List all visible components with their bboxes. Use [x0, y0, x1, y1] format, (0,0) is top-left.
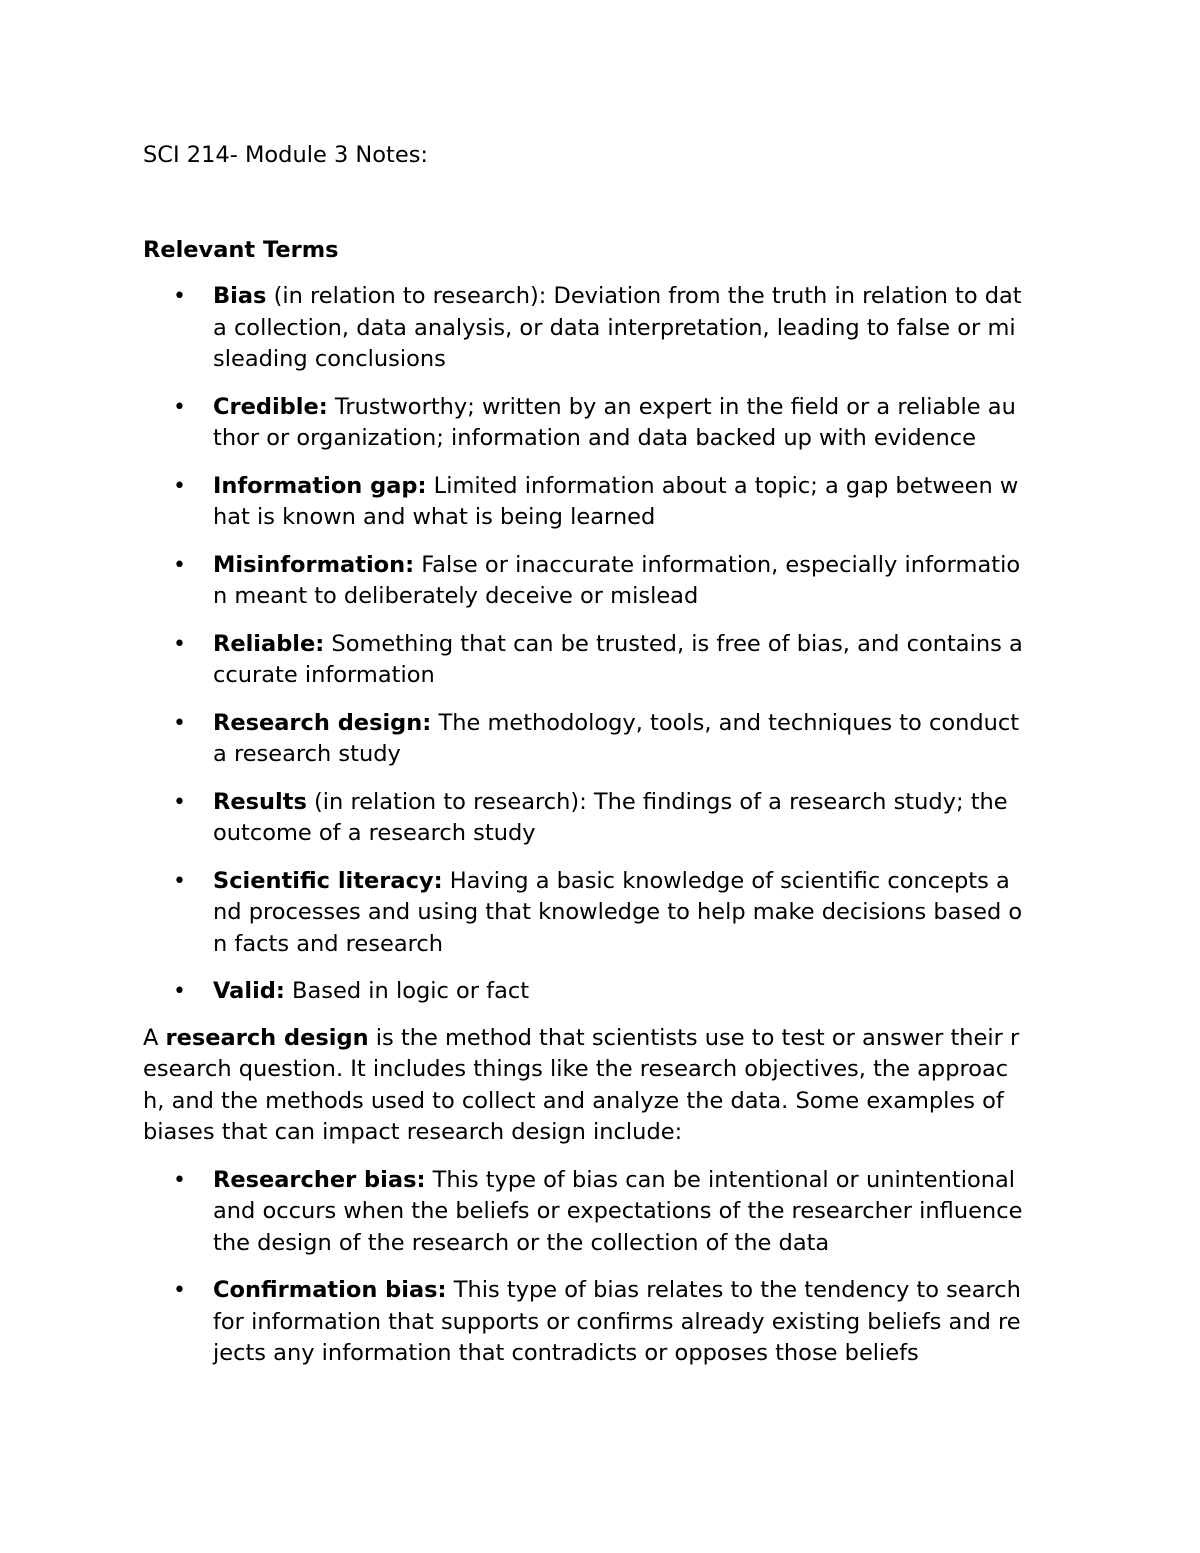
text-line — [213, 1307, 1063, 1339]
text-line — [213, 787, 1063, 819]
term-item — [143, 629, 1063, 692]
line-text: This type of bias can be intentional or unintentional — [425, 1166, 1016, 1193]
text-line — [213, 976, 1063, 1008]
term-label: Research design: — [213, 709, 432, 736]
text-line — [143, 1023, 1063, 1055]
text-line — [213, 629, 1063, 661]
line-prefix: A — [143, 1024, 166, 1051]
text-line — [143, 1054, 1063, 1086]
bullet-icon: • — [173, 394, 186, 420]
line-text: the design of the research or the collection of the data — [213, 1229, 830, 1256]
bias-item — [143, 1165, 1063, 1260]
text-line — [213, 1196, 1063, 1228]
text-line — [213, 708, 1063, 740]
line-text: biases that can impact research design include: — [143, 1119, 683, 1145]
term-item — [143, 550, 1063, 613]
line-text: esearch question. It includes things like the research objectives, the approac — [143, 1056, 1009, 1082]
text-line — [213, 818, 1063, 850]
bullet-icon: • — [173, 979, 186, 1004]
term-label: Valid: — [213, 978, 285, 1004]
research-design-paragraph — [143, 1023, 1063, 1149]
term-label: Bias — [213, 283, 267, 309]
text-line — [213, 392, 1063, 424]
line-text: (in relation to research): Deviation from the truth in relation to dat — [266, 283, 1022, 309]
line-text: Trustworthy; written by an expert in the field or a reliable au — [327, 393, 1016, 420]
term-label: Researcher bias: — [213, 1166, 426, 1193]
text-line — [213, 344, 1063, 376]
line-text: Having a basic knowledge of scientific concepts a — [442, 867, 1010, 894]
line-text: and occurs when the beliefs or expectations of the researcher influence — [213, 1198, 1023, 1224]
term-label: Scientific literacy: — [213, 867, 443, 894]
line-text: jects any information that contradicts or opposes those beliefs — [213, 1340, 919, 1366]
text-line — [213, 281, 1063, 313]
text-line — [213, 1228, 1063, 1260]
line-text: a collection, data analysis, or data interpretation, leading to false or mi — [213, 314, 1016, 341]
text-line — [213, 897, 1063, 929]
text-line — [213, 502, 1063, 534]
text-line — [213, 1165, 1063, 1197]
line-text: n meant to deliberately deceive or mislead — [213, 583, 699, 609]
text-line — [213, 550, 1063, 582]
text-line — [213, 423, 1063, 455]
line-text: n facts and research — [213, 930, 444, 957]
term-label: Misinformation: — [213, 551, 415, 578]
text-line — [143, 1086, 1063, 1118]
term-label: Results — [213, 788, 307, 815]
bullet-icon: • — [173, 1278, 186, 1303]
term-item — [143, 976, 1063, 1008]
bullet-icon: • — [173, 284, 186, 309]
line-text: sleading conclusions — [213, 346, 446, 372]
line-text: The methodology, tools, and techniques to conduct — [431, 709, 1020, 736]
text-line — [213, 929, 1063, 961]
document-page — [143, 140, 1063, 1386]
line-text: Something that can be trusted, is free of bias, and contains a — [324, 630, 1023, 657]
bullet-icon: • — [173, 789, 186, 815]
term-item — [143, 866, 1063, 961]
text-line — [213, 581, 1063, 613]
bullet-icon: • — [173, 631, 186, 657]
bias-item — [143, 1275, 1063, 1370]
text-line — [213, 660, 1063, 692]
term-label: research design — [165, 1024, 369, 1051]
text-line — [213, 1275, 1063, 1307]
text-line — [213, 866, 1063, 898]
term-label: Credible: — [213, 393, 328, 420]
line-text: hat is known and what is being learned — [213, 504, 656, 530]
line-text: (in relation to research): The findings of a research study; the — [306, 788, 1008, 815]
term-label: Reliable: — [213, 630, 325, 657]
line-text: outcome of a research study — [213, 820, 536, 846]
section-heading: Relevant Terms — [143, 236, 339, 263]
line-text: nd processes and using that knowledge to help make decisions based o — [213, 899, 1023, 925]
term-item — [143, 787, 1063, 850]
bullet-icon: • — [173, 710, 186, 736]
term-label: Confirmation bias: — [213, 1277, 447, 1303]
text-line — [213, 313, 1063, 345]
text-line — [143, 1117, 1063, 1149]
line-text: h, and the methods used to collect and analyze the data. Some examples of — [143, 1087, 1004, 1114]
line-text: This type of bias relates to the tendency to search — [446, 1277, 1021, 1303]
terms-list — [143, 281, 1063, 1008]
line-text: Based in logic or fact — [284, 978, 530, 1004]
text-line — [213, 471, 1063, 503]
document-title: SCI 214- Module 3 Notes: — [143, 142, 428, 168]
line-text: Limited information about a topic; a gap between w — [426, 472, 1019, 499]
line-text: thor or organization; information and data backed up with evidence — [213, 425, 976, 451]
bullet-icon: • — [173, 552, 186, 578]
text-line — [213, 1338, 1063, 1370]
line-text: ccurate information — [213, 662, 435, 688]
bullet-icon: • — [173, 473, 186, 499]
bullet-icon: • — [173, 868, 186, 894]
bullet-icon: • — [173, 1167, 186, 1193]
line-text: is the method that scientists use to test or answer their r — [368, 1024, 1020, 1051]
biases-list — [143, 1165, 1063, 1370]
line-text: a research study — [213, 741, 401, 767]
term-item — [143, 708, 1063, 771]
term-item — [143, 392, 1063, 455]
line-text: False or inaccurate information, especially informatio — [414, 551, 1021, 578]
line-text: for information that supports or confirms already existing beliefs and re — [213, 1308, 1021, 1335]
term-item — [143, 471, 1063, 534]
term-item — [143, 281, 1063, 376]
term-label: Information gap: — [213, 472, 427, 499]
text-line — [213, 739, 1063, 771]
